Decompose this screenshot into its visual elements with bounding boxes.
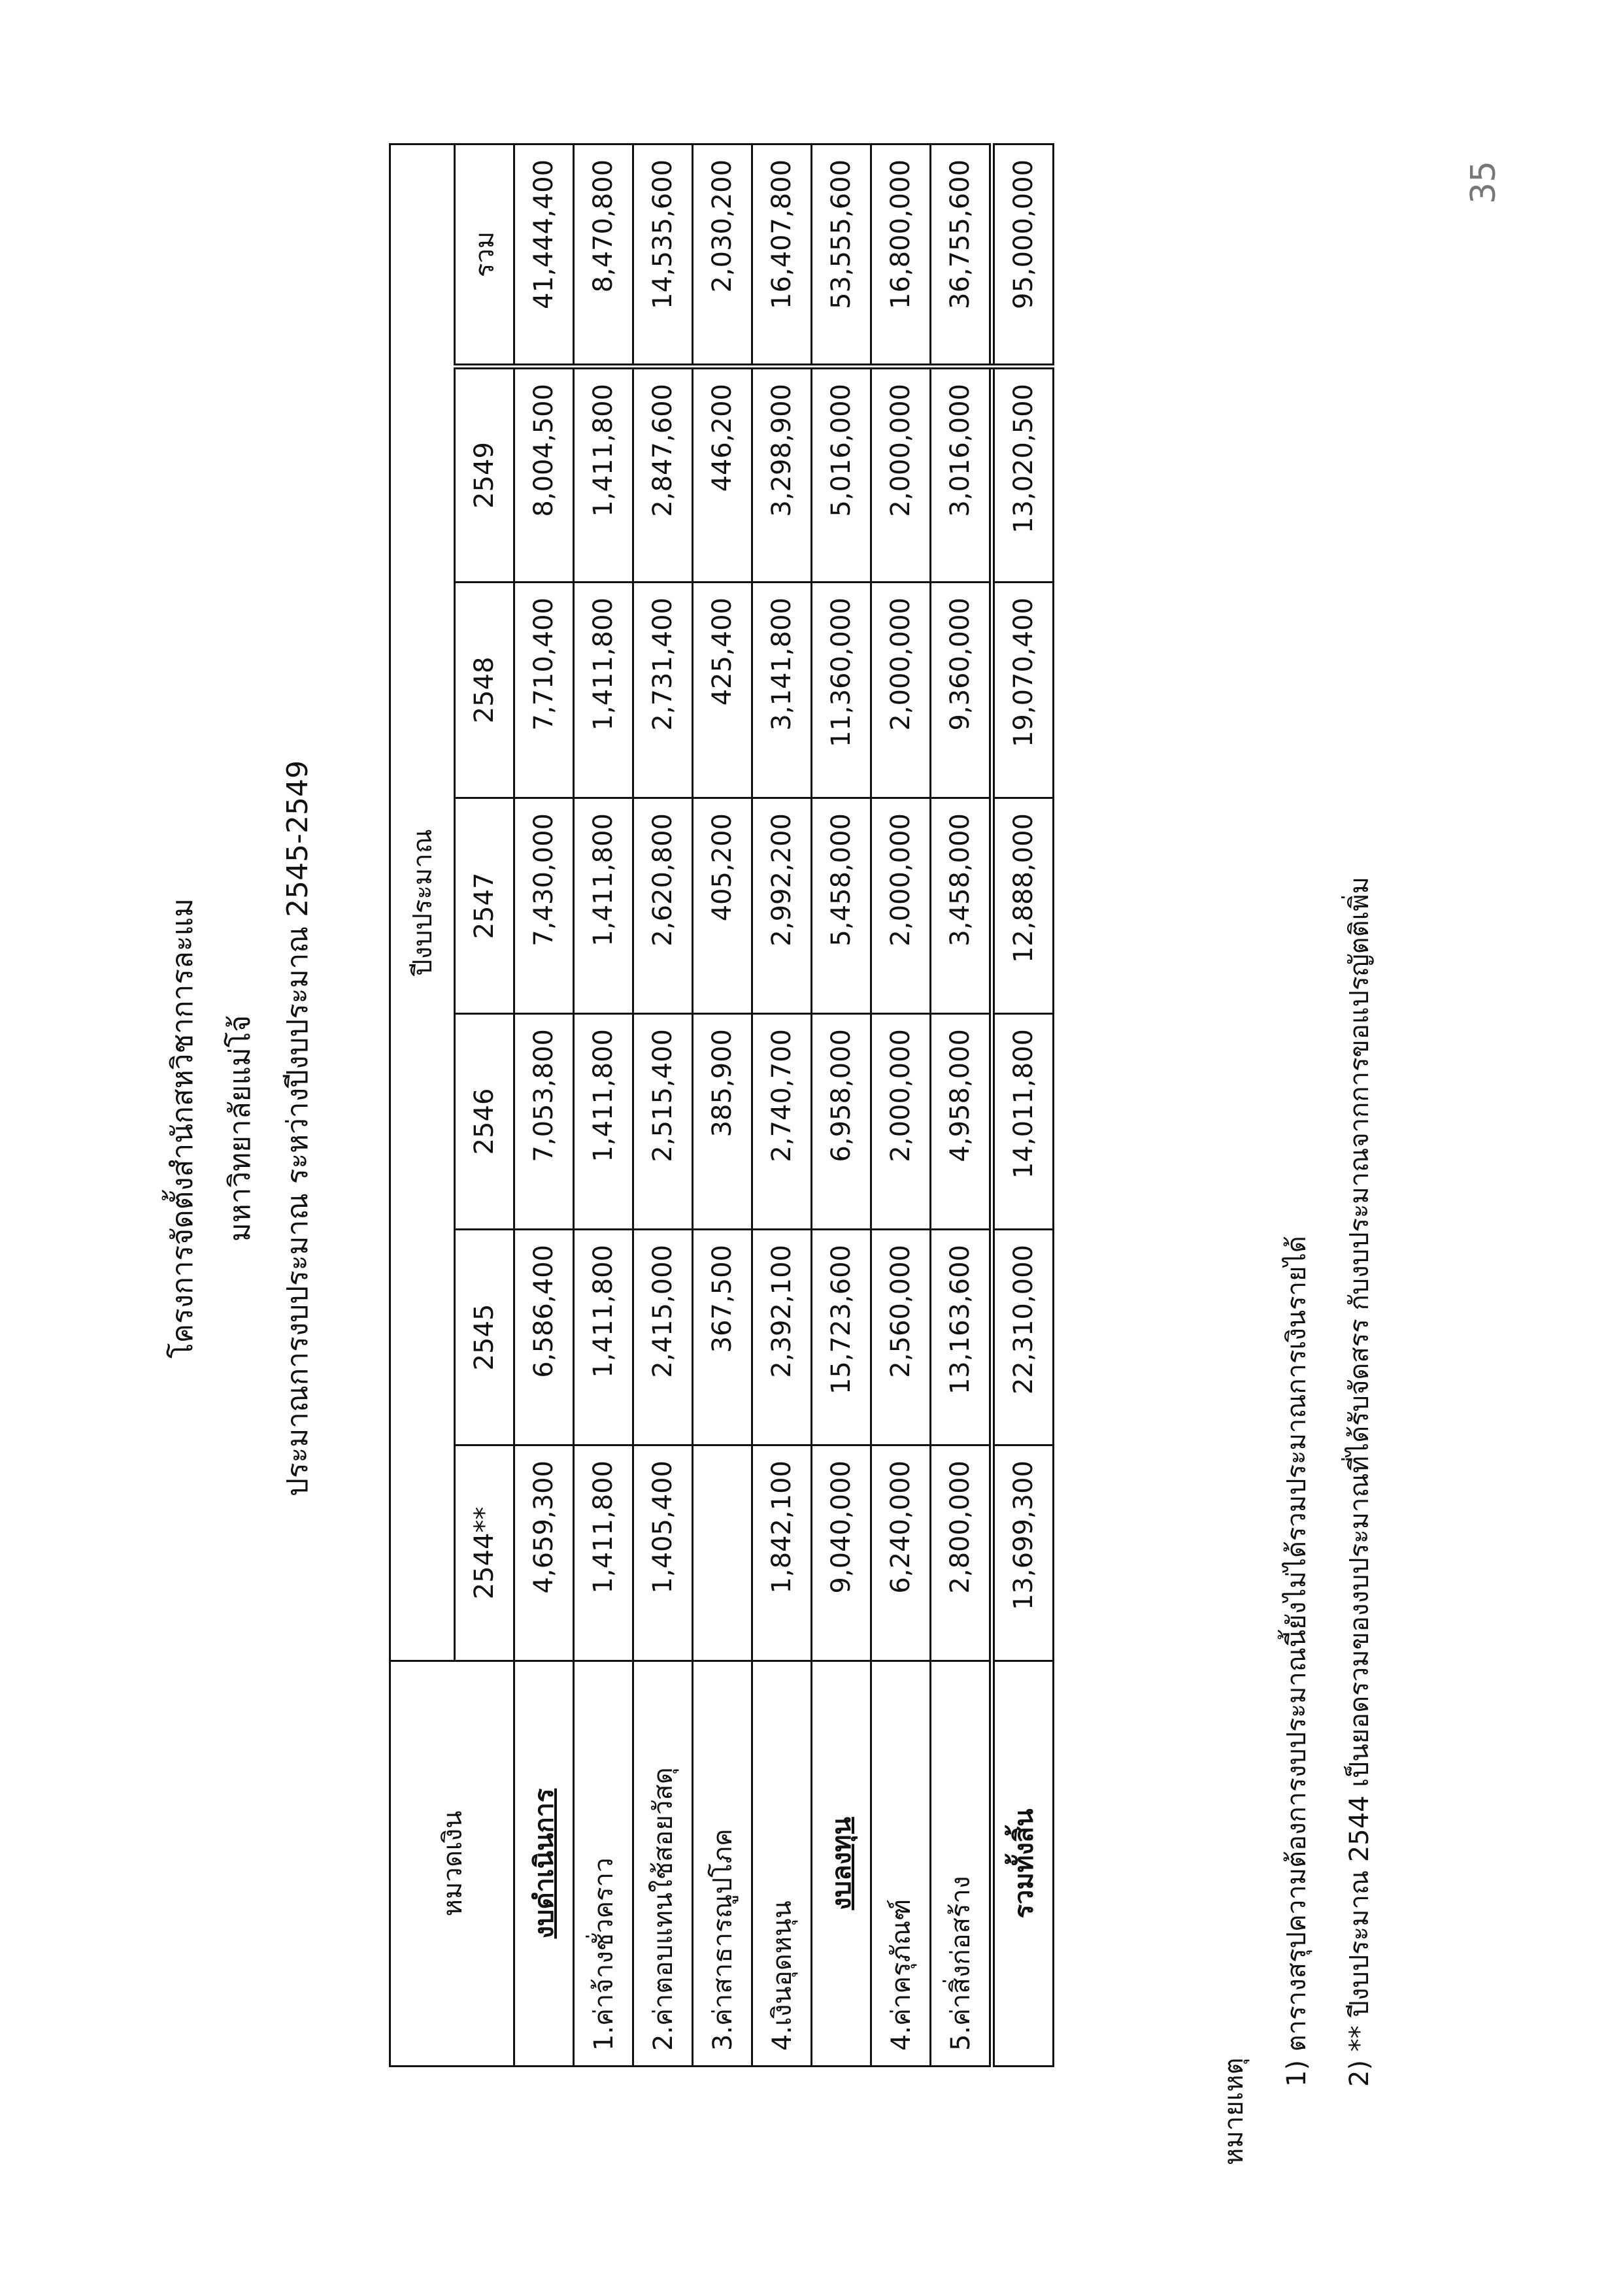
cell-value: 2,620,800 <box>633 798 693 1014</box>
cell-value: 1,411,800 <box>574 1445 633 1661</box>
cell-value: 367,500 <box>693 1230 752 1445</box>
row-label: 1.ค่าจ้างชั่วคราว <box>574 1661 633 2067</box>
cell-value: 2,415,000 <box>633 1230 693 1445</box>
table-body <box>514 144 1054 2066</box>
page-number: 35 <box>1464 160 1503 204</box>
cell-value: 13,163,600 <box>931 1230 992 1445</box>
row-label: 2.ค่าตอบแทนใช้สอยวัสดุ <box>633 1661 693 2067</box>
year-header: 2546 <box>455 1014 514 1230</box>
cell-value: 7,710,400 <box>514 582 574 798</box>
cell-value: 385,900 <box>693 1014 752 1230</box>
cell-value: 1,842,100 <box>752 1445 812 1661</box>
cell-value: 6,958,000 <box>812 1014 871 1230</box>
cell-value: 3,016,000 <box>931 367 992 582</box>
cell-value: 15,723,600 <box>812 1230 871 1445</box>
section-label: งบลงทุน <box>812 1661 871 2067</box>
row-label: 3.ค่าสาธารณูปโภค <box>693 1661 752 2067</box>
total-value: 13,020,500 <box>992 367 1054 582</box>
cell-value: 7,430,000 <box>514 798 574 1014</box>
cell-value: 4,659,300 <box>514 1445 574 1661</box>
row-label: 4.เงินอุดหนุน <box>752 1661 812 2067</box>
row-label: 4.ค่าครุภัณฑ์ <box>871 1661 931 2067</box>
cell-value: 53,555,600 <box>812 144 871 366</box>
cell-value: 405,200 <box>693 798 752 1014</box>
cell-value: 446,200 <box>693 367 752 582</box>
cell-value: 2,731,400 <box>633 582 693 798</box>
cell-value: 2,992,200 <box>752 798 812 1014</box>
table-row <box>931 144 992 2066</box>
cell-value: 5,016,000 <box>812 367 871 582</box>
table-row <box>752 144 812 2066</box>
year-header: รวม <box>455 144 514 366</box>
cell-value: 4,958,000 <box>931 1014 992 1230</box>
total-value: 13,699,300 <box>992 1445 1054 1661</box>
cell-value: 11,360,000 <box>812 582 871 798</box>
table-row <box>812 144 871 2066</box>
total-value: 14,011,800 <box>992 1014 1054 1230</box>
year-header: 2548 <box>455 582 514 798</box>
cell-value: 1,411,800 <box>574 1014 633 1230</box>
budget-table <box>389 143 1054 2067</box>
row-label: 5.ค่าสิ่งก่อสร้าง <box>931 1661 992 2067</box>
cell-value: 2,030,200 <box>693 144 752 366</box>
cell-value: 3,458,000 <box>931 798 992 1014</box>
cell-value: 425,400 <box>693 582 752 798</box>
table-row <box>514 144 574 2066</box>
cell-value: 41,444,400 <box>514 144 574 366</box>
cell-value: 3,141,800 <box>752 582 812 798</box>
notes-heading: หมายเหตุ <box>1219 2057 1249 2165</box>
year-header: 2547 <box>455 798 514 1014</box>
cell-value: 6,240,000 <box>871 1445 931 1661</box>
document-title: โครงการจัดตั้งสำนักสหวิชาการละแม <box>166 898 199 1359</box>
notes <box>1203 877 1391 2165</box>
total-value: 22,310,000 <box>992 1230 1054 1445</box>
cell-value: 1,411,800 <box>574 367 633 582</box>
cell-value: 8,470,800 <box>574 144 633 366</box>
cell-value: 5,458,000 <box>812 798 871 1014</box>
cell-value: 36,755,600 <box>931 144 992 366</box>
cell-value: 7,053,800 <box>514 1014 574 1230</box>
cell-value: 3,298,900 <box>752 367 812 582</box>
cell-value: 2,000,000 <box>871 582 931 798</box>
total-label: รวมทั้งสิ้น <box>992 1661 1054 2067</box>
cell-value: 1,405,400 <box>633 1445 693 1661</box>
cell-value: 2,800,000 <box>931 1445 992 1661</box>
cell-value: 2,515,400 <box>633 1014 693 1230</box>
cell-value: 2,392,100 <box>752 1230 812 1445</box>
cell-value: 8,004,500 <box>514 367 574 582</box>
cell-value: 2,000,000 <box>871 798 931 1014</box>
section-label: งบดำเนินการ <box>514 1661 574 2067</box>
note-2: 2) ** ปีงบประมาณ 2544 เป็นยอดรวมของงบประมาณที่ได้รับจัดสรร กับงบประมาณจากการขอแปรญัตติเพิ่ม <box>1345 876 1375 2087</box>
total-value: 95,000,000 <box>992 144 1054 366</box>
years-group-header: ปีงบประมาณ <box>390 144 455 1661</box>
cell-value: 6,586,400 <box>514 1230 574 1445</box>
total-value: 12,888,000 <box>992 798 1054 1014</box>
cell-value: 16,800,000 <box>871 144 931 366</box>
table-row <box>574 144 633 2066</box>
table-row <box>871 144 931 2066</box>
cell-value: 16,407,800 <box>752 144 812 366</box>
note-1: 1) ตารางสรุปความต้องการงบประมาณนี้ยังไม่ได้รวมประมาณการเงินรายได้ <box>1282 1236 1312 2087</box>
university-name: มหาวิทยาลัยแม่โจ้ <box>224 1015 257 1242</box>
cell-value: 2,847,600 <box>633 367 693 582</box>
cell-value <box>693 1445 752 1661</box>
cell-value: 14,535,600 <box>633 144 693 366</box>
total-value: 19,070,400 <box>992 582 1054 798</box>
cell-value: 1,411,800 <box>574 582 633 798</box>
total-row <box>992 144 1054 2066</box>
cell-value: 9,360,000 <box>931 582 992 798</box>
cell-value: 1,411,800 <box>574 1230 633 1445</box>
cell-value: 1,411,800 <box>574 798 633 1014</box>
document-subtitle: ประมาณการงบประมาณ ระหว่างปีงบประมาณ 2545-2549 <box>281 760 314 1496</box>
year-header: 2549 <box>455 367 514 582</box>
cell-value: 9,040,000 <box>812 1445 871 1661</box>
cell-value: 2,000,000 <box>871 1014 931 1230</box>
table-row <box>633 144 693 2066</box>
cell-value: 2,740,700 <box>752 1014 812 1230</box>
table-row <box>693 144 752 2066</box>
category-header: หมวดเงิน <box>390 1661 514 2067</box>
year-header: 2545 <box>455 1230 514 1445</box>
year-header: 2544** <box>455 1445 514 1661</box>
cell-value: 2,560,000 <box>871 1230 931 1445</box>
cell-value: 2,000,000 <box>871 367 931 582</box>
